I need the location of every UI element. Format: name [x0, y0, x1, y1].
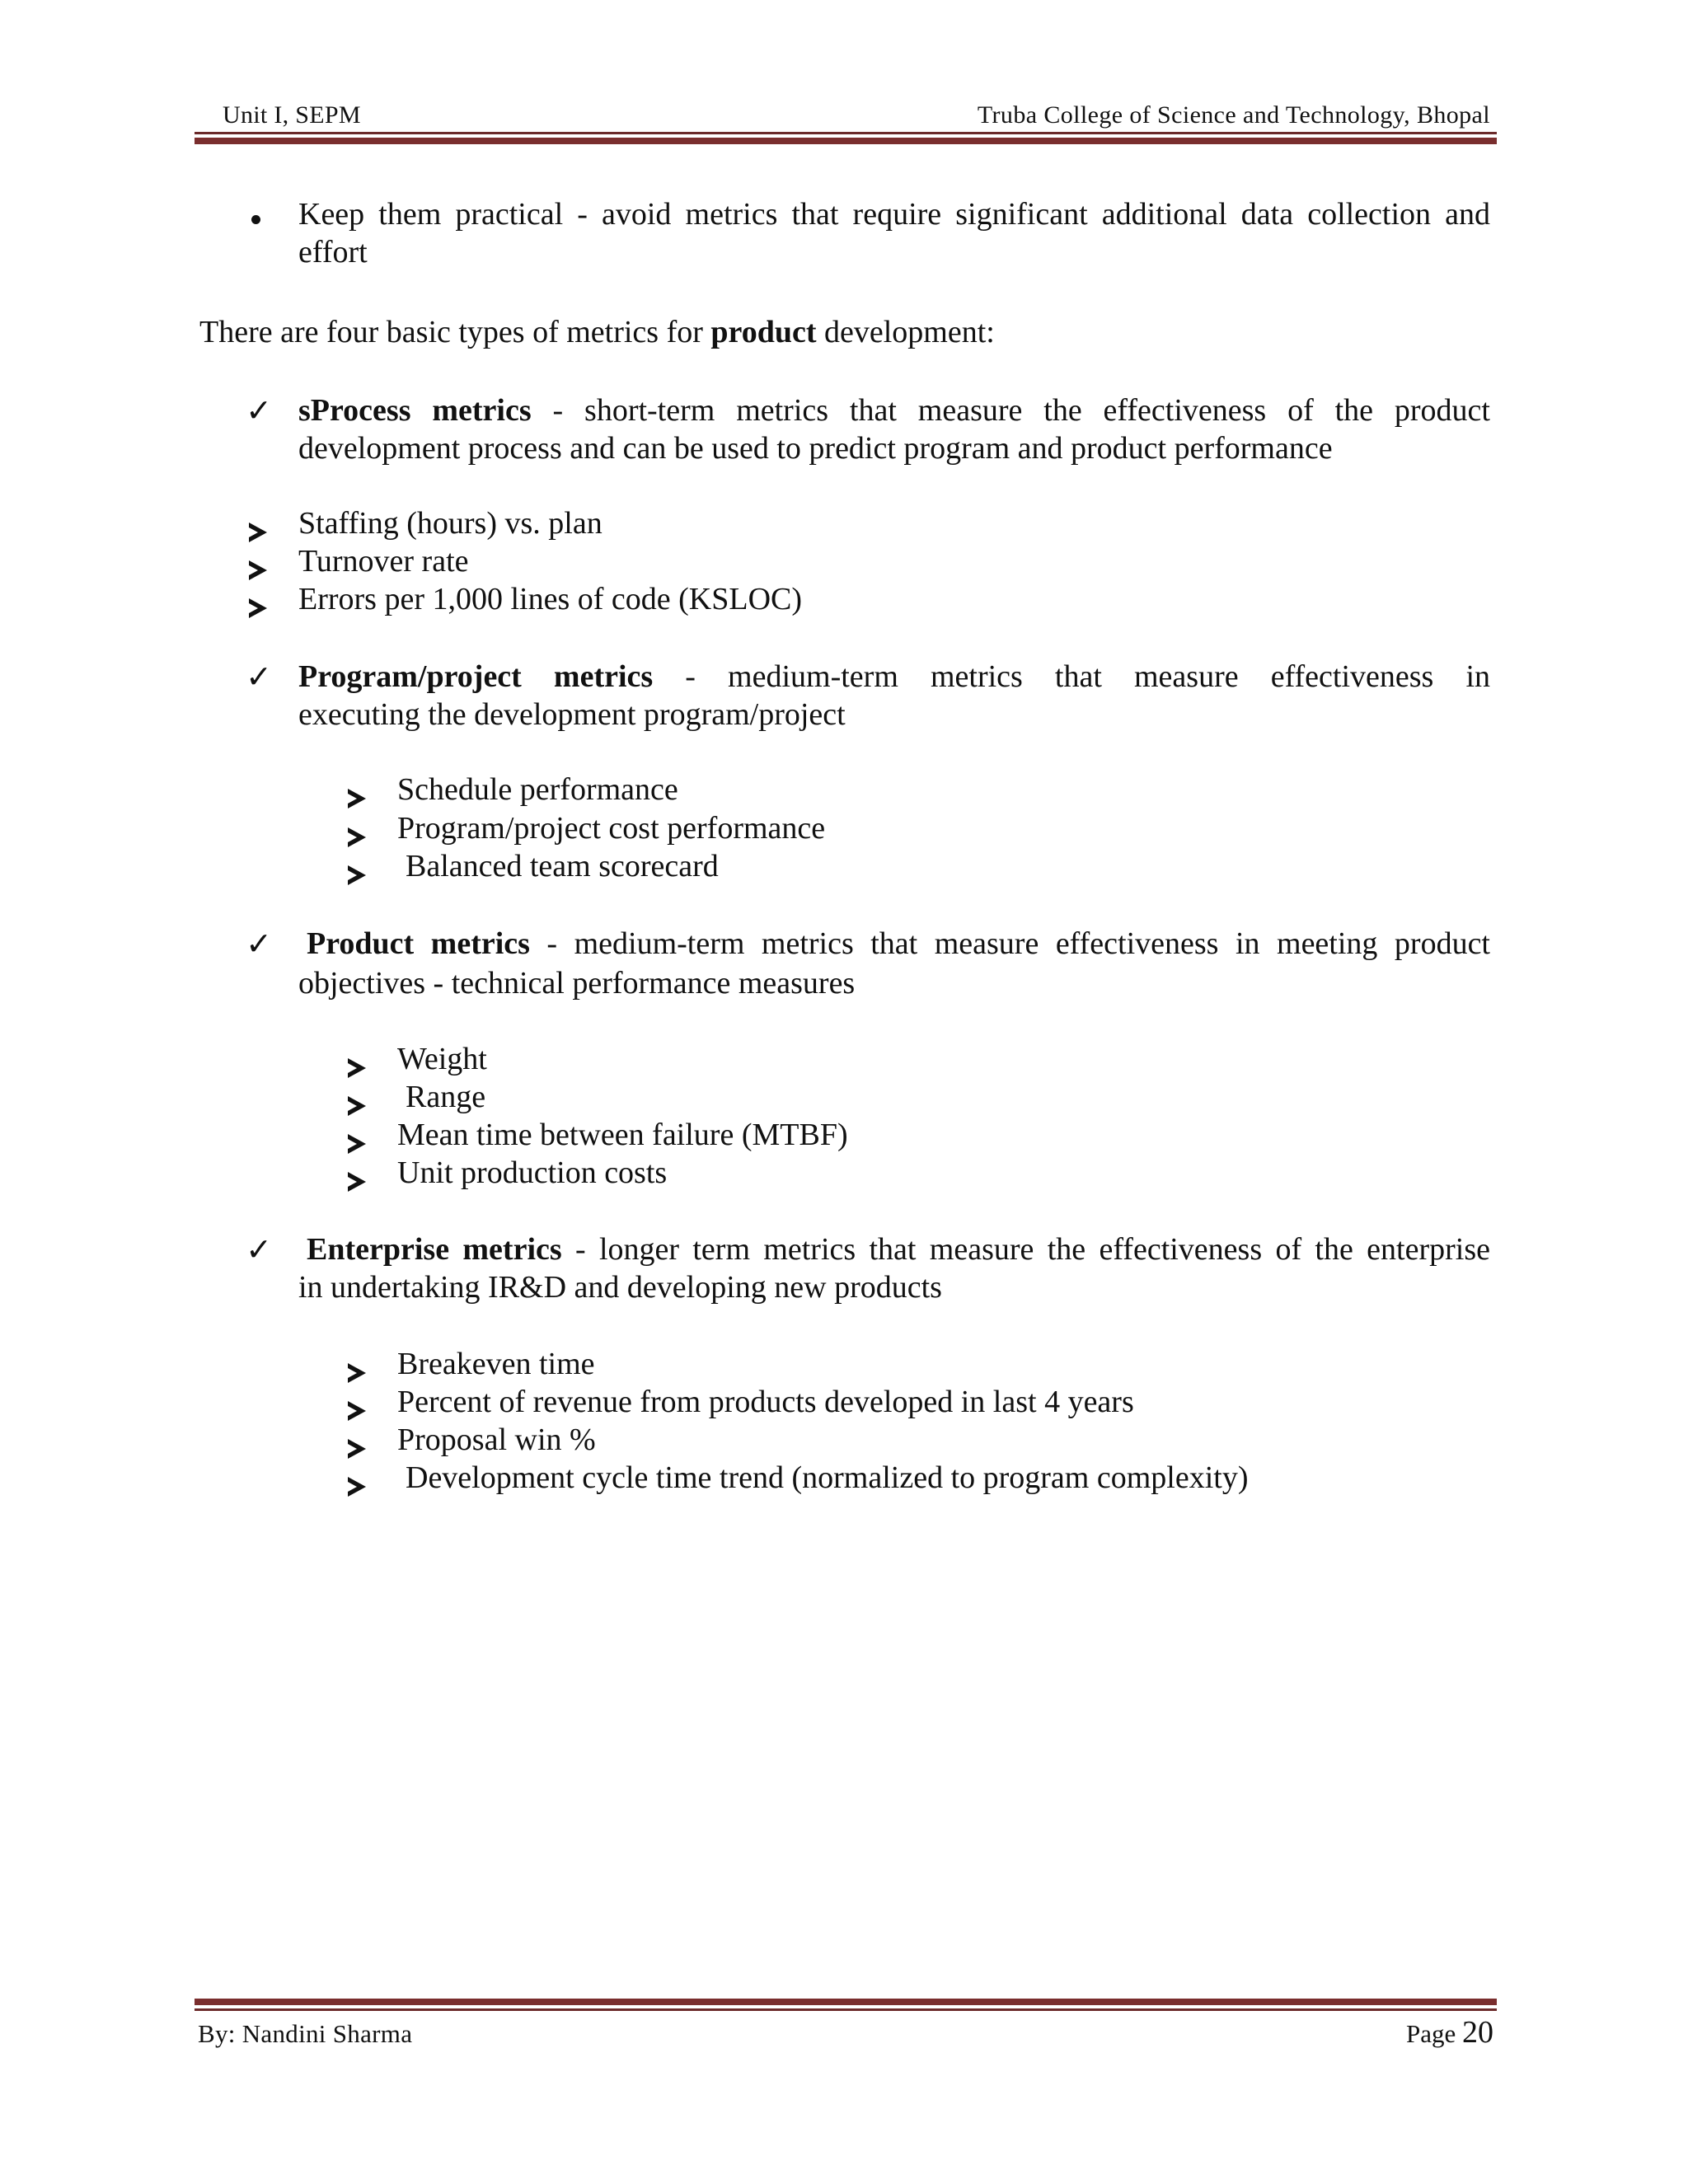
arrow-bullet-icon: [348, 1468, 366, 1506]
process-title: sProcess metrics: [298, 393, 532, 428]
footer-rule: [195, 1999, 1497, 2011]
page-number: 20: [1462, 2015, 1493, 2050]
lead-in-text-after: development:: [816, 315, 995, 349]
arrow-bullet-icon: [348, 818, 366, 856]
program-desc-line1: - medium-term metrics that measure effectiveness in: [653, 659, 1490, 694]
enterprise-desc-line2: in undertaking IR&D and developing new products: [298, 1270, 942, 1305]
footer-author: By: Nandini Sharma: [198, 2019, 413, 2048]
program-title: Program/project metrics: [298, 659, 654, 694]
arrow-bullet-icon: [249, 513, 267, 551]
list-item: Range: [406, 1080, 486, 1114]
process-desc-line1: - short-term metrics that measure the effectiveness of the product: [531, 393, 1490, 428]
page-label: Page: [1405, 2019, 1456, 2048]
checkmark-icon: ✓: [246, 926, 272, 962]
bullet-dot-icon: [239, 195, 272, 233]
lead-in-text-before: There are four basic types of metrics for: [199, 315, 711, 349]
arrow-bullet-icon: [348, 1354, 366, 1392]
arrow-bullet-icon: [249, 589, 267, 627]
list-item: Development cycle time trend (normalized to program complexity): [406, 1460, 1249, 1495]
list-item: Proposal win %: [397, 1422, 596, 1457]
process-desc-line2: development process and can be used to predict program and product performance: [298, 431, 1333, 466]
intro-bullet-line2: effort: [298, 235, 368, 269]
list-item: Turnover rate: [298, 544, 469, 579]
arrow-bullet-icon: [249, 551, 267, 589]
process-line1: [298, 391, 1490, 429]
intro-bullet-line1: Keep them practical - avoid metrics that require significant additional data collection and: [298, 197, 1490, 232]
list-item: Mean time between failure (MTBF): [397, 1118, 848, 1152]
program-desc-line2: executing the development program/project: [298, 697, 846, 732]
product-desc-line1: - medium-term metrics that measure effectiveness in meeting product: [529, 926, 1490, 961]
list-item: Errors per 1,000 lines of code (KSLOC): [298, 582, 803, 616]
arrow-bullet-icon: [348, 1049, 366, 1087]
program-line1: [298, 658, 1490, 696]
header-unit-title: Unit I, SEPM: [223, 101, 361, 129]
lead-in-bold: product: [710, 315, 817, 349]
header-rule: [195, 132, 1497, 144]
footer-page-number: [1406, 2014, 1493, 2052]
arrow-bullet-icon: [348, 856, 366, 894]
list-item: Staffing (hours) vs. plan: [298, 506, 603, 541]
list-item: Breakeven time: [397, 1347, 595, 1381]
product-desc-line2: objectives - technical performance measures: [298, 966, 856, 1001]
header-college-name: Truba College of Science and Technology, Bhopal: [977, 101, 1490, 129]
arrow-bullet-icon: [348, 1163, 366, 1201]
arrow-bullet-icon: [348, 780, 366, 818]
checkmark-icon: ✓: [246, 1231, 272, 1268]
list-item: Schedule performance: [397, 772, 678, 807]
enterprise-desc-line1: - longer term metrics that measure the effectiveness of the enterprise: [561, 1232, 1490, 1267]
product-title: Product metrics: [307, 926, 530, 961]
arrow-bullet-icon: [348, 1087, 366, 1125]
arrow-bullet-icon: [348, 1430, 366, 1468]
enterprise-title: Enterprise metrics: [307, 1232, 562, 1267]
list-item: Weight: [397, 1042, 487, 1076]
product-line1: [307, 925, 1490, 963]
list-item: Program/project cost performance: [397, 811, 826, 846]
list-item: Unit production costs: [397, 1155, 668, 1190]
checkmark-icon: ✓: [246, 658, 272, 695]
arrow-bullet-icon: [348, 1392, 366, 1430]
lead-in-paragraph: [199, 313, 1485, 351]
list-item: Percent of revenue from products developed in last 4 years: [397, 1385, 1134, 1419]
checkmark-icon: ✓: [246, 392, 272, 429]
list-item: Balanced team scorecard: [406, 849, 719, 883]
arrow-bullet-icon: [348, 1125, 366, 1163]
enterprise-line1: [307, 1230, 1490, 1268]
